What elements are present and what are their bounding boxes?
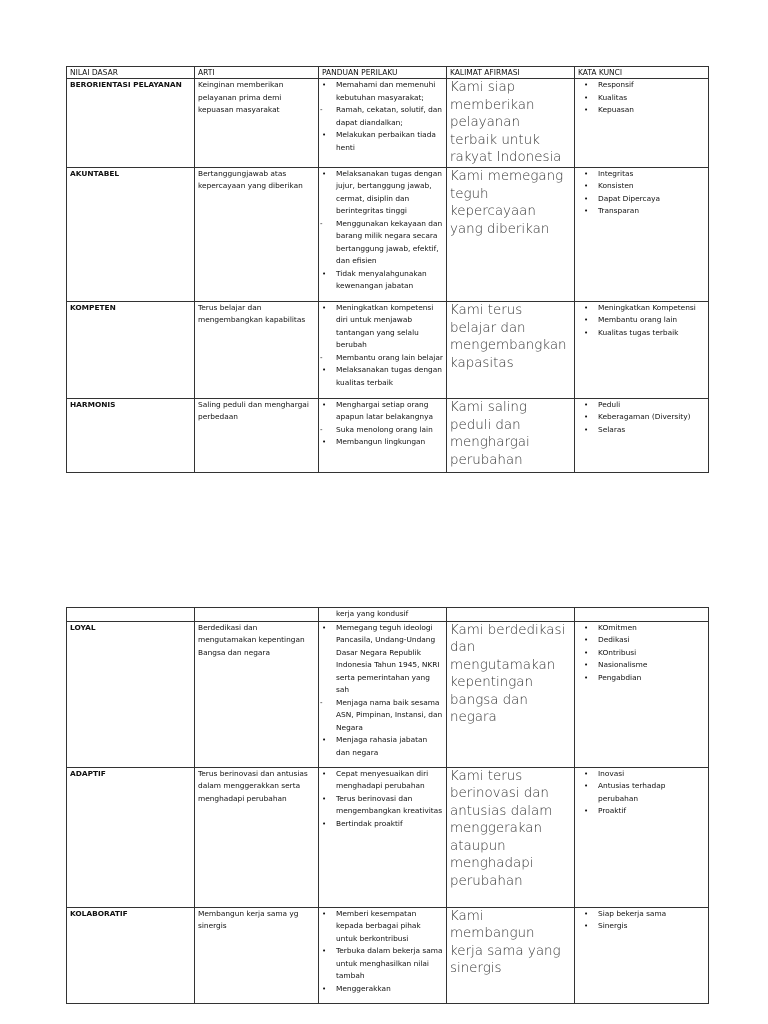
list-item: • Sinergis	[578, 920, 705, 933]
panduan-perilaku-cell	[319, 398, 447, 472]
list-item: • Membantu orang lain	[578, 314, 705, 327]
list-item: • Menjaga rahasia jabatan dan negara	[322, 734, 443, 759]
list-item: • Peduli	[578, 399, 705, 412]
kalimat-afirmasi-cell: Kami membangun kerja sama yang sinergis	[447, 907, 575, 1003]
kalimat-afirmasi-cell: Kami siap memberikan pelayanan terbaik untuk rakyat Indonesia	[447, 79, 575, 168]
list-item: • Keberagaman (Diversity)	[578, 411, 705, 424]
list-item: • Terus berinovasi dan mengembangkan kreativitas	[322, 793, 443, 818]
panduan-list	[322, 79, 443, 154]
list-item: • Memberi kesempatan kepada berbagai pihak untuk berkontribusi	[322, 908, 443, 946]
table-row	[67, 621, 709, 767]
list-item: • Melakukan perbaikan tiada henti	[322, 129, 443, 154]
kata-kunci-cell	[575, 167, 709, 301]
table-row	[67, 167, 709, 301]
kata-kunci-cell	[575, 79, 709, 168]
kata-kunci-cell	[575, 621, 709, 767]
kalimat-afirmasi-cell: Kami terus berinovasi dan antusias dalam menggerakan ataupun menghadapi perubahan	[447, 767, 575, 907]
table-row	[67, 907, 709, 1003]
values-table-bottom	[66, 607, 709, 1004]
list-item: • Memahami dan memenuhi kebutuhan masyarakat;	[322, 79, 443, 104]
panduan-perilaku-cell	[319, 767, 447, 907]
list-item: • Meningkatkan kompetensi diri untuk menjawab tantangan yang selalu berubah	[322, 302, 443, 352]
list-item: - Ramah, cekatan, solutif, dan dapat diandalkan;	[322, 104, 443, 129]
list-item: • KOntribusi	[578, 647, 705, 660]
carryover-row	[67, 608, 709, 622]
header-kalimat-afirmasi: KALIMAT AFIRMASI	[447, 67, 575, 79]
list-item: • Responsif	[578, 79, 705, 92]
kata-kunci-list	[578, 399, 705, 437]
kata-kunci-list	[578, 168, 705, 218]
arti-cell: Terus berinovasi dan antusias dalam menggerakkan serta menghadapi perubahan	[195, 767, 319, 907]
panduan-list	[322, 622, 443, 760]
kata-kunci-list	[578, 622, 705, 685]
arti-cell: Keinginan memberikan pelayanan prima demi kepuasan masyarakat	[195, 79, 319, 168]
nilai-dasar-cell: BERORIENTASI PELAYANAN	[67, 79, 195, 168]
list-item: • Menghargai setiap orang apapun latar belakangnya	[322, 399, 443, 424]
kata-kunci-cell	[575, 398, 709, 472]
header-arti: ARTI	[195, 67, 319, 79]
nilai-dasar-cell: KOMPETEN	[67, 301, 195, 398]
list-item: • KOmitmen	[578, 622, 705, 635]
list-item: • Transparan	[578, 205, 705, 218]
list-item: • Menggerakkan	[322, 983, 443, 996]
list-item: • Nasionalisme	[578, 659, 705, 672]
panduan-list	[322, 768, 443, 831]
table-row	[67, 767, 709, 907]
arti-cell: Membangun kerja sama yg sinergis	[195, 907, 319, 1003]
list-item: • Kualitas	[578, 92, 705, 105]
list-item: • Kualitas tugas terbaik	[578, 327, 705, 340]
nilai-dasar-cell: ADAPTIF	[67, 767, 195, 907]
header-panduan-perilaku: PANDUAN PERILAKU	[319, 67, 447, 79]
arti-cell: Berdedikasi dan mengutamakan kepentingan Bangsa dan negara	[195, 621, 319, 767]
list-item: • Melaksanakan tugas dengan kualitas terbaik	[322, 364, 443, 389]
list-item: • Pengabdian	[578, 672, 705, 685]
kata-kunci-list	[578, 302, 705, 340]
arti-cell: Saling peduli dan menghargai perbedaan	[195, 398, 319, 472]
table-body-top	[67, 79, 709, 473]
kalimat-afirmasi-cell: Kami memegang teguh kepercayaan yang diberikan	[447, 167, 575, 301]
panduan-list	[322, 908, 443, 996]
list-item: • Kepuasan	[578, 104, 705, 117]
list-item: • Siap bekerja sama	[578, 908, 705, 921]
table-row	[67, 79, 709, 168]
table-body-bottom	[67, 608, 709, 1004]
arti-cell: Terus belajar dan mengembangkan kapabilitas	[195, 301, 319, 398]
list-item: • Melaksanakan tugas dengan jujur, bertanggung jawab, cermat, disiplin dan berintegritas tinggi	[322, 168, 443, 218]
panduan-list	[322, 399, 443, 449]
list-item: • Selaras	[578, 424, 705, 437]
list-item: • Membangun lingkungan	[322, 436, 443, 449]
list-item: - Menjaga nama baik sesama ASN, Pimpinan, Instansi, dan Negara	[322, 697, 443, 735]
list-item: • Antusias terhadap perubahan	[578, 780, 705, 805]
kalimat-afirmasi-cell: Kami terus belajar dan mengembangkan kapasitas	[447, 301, 575, 398]
list-item: • Konsisten	[578, 180, 705, 193]
panduan-perilaku-cell	[319, 167, 447, 301]
arti-cell: Bertanggungjawab atas kepercayaan yang diberikan	[195, 167, 319, 301]
kata-kunci-cell	[575, 301, 709, 398]
list-item: • Proaktif	[578, 805, 705, 818]
panduan-list	[322, 168, 443, 293]
list-item: • Dedikasi	[578, 634, 705, 647]
list-item: • Dapat Dipercaya	[578, 193, 705, 206]
panduan-list	[322, 302, 443, 390]
nilai-dasar-cell: HARMONIS	[67, 398, 195, 472]
list-item: • Cepat menyesuaikan diri menghadapi perubahan	[322, 768, 443, 793]
carryover-text: kerja yang kondusif	[319, 608, 447, 622]
nilai-dasar-cell: KOLABORATIF	[67, 907, 195, 1003]
header-kata-kunci: KATA KUNCI	[575, 67, 709, 79]
list-item: • Inovasi	[578, 768, 705, 781]
panduan-perilaku-cell	[319, 621, 447, 767]
list-item: • Meningkatkan Kompetensi	[578, 302, 705, 315]
table-row	[67, 398, 709, 472]
panduan-perilaku-cell	[319, 907, 447, 1003]
kata-kunci-cell	[575, 907, 709, 1003]
panduan-perilaku-cell	[319, 79, 447, 168]
list-item: • Integritas	[578, 168, 705, 181]
kata-kunci-cell	[575, 767, 709, 907]
kata-kunci-list	[578, 768, 705, 818]
list-item: - Suka menolong orang lain	[322, 424, 443, 437]
kata-kunci-list	[578, 908, 705, 933]
kalimat-afirmasi-cell: Kami saling peduli dan menghargai perubahan	[447, 398, 575, 472]
table-row	[67, 301, 709, 398]
values-table-top	[66, 66, 709, 473]
list-item: • Memegang teguh ideologi Pancasila, Undang-Undang Dasar Negara Republik Indonesia Tahun 1945, NKRI serta pemerintahan yang sah	[322, 622, 443, 697]
list-item: • Bertindak proaktif	[322, 818, 443, 831]
kalimat-afirmasi-cell: Kami berdedikasi dan mengutamakan kepentingan bangsa dan negara	[447, 621, 575, 767]
list-item: - Membantu orang lain belajar	[322, 352, 443, 365]
kata-kunci-list	[578, 79, 705, 117]
list-item: • Terbuka dalam bekerja sama untuk menghasilkan nilai tambah	[322, 945, 443, 983]
list-item: - Menggunakan kekayaan dan barang milik negara secara bertanggung jawab, efektif, dan efisien	[322, 218, 443, 268]
table-header-row	[67, 67, 709, 79]
header-nilai-dasar: NILAI DASAR	[67, 67, 195, 79]
panduan-perilaku-cell	[319, 301, 447, 398]
nilai-dasar-cell: LOYAL	[67, 621, 195, 767]
nilai-dasar-cell: AKUNTABEL	[67, 167, 195, 301]
list-item: • Tidak menyalahgunakan kewenangan jabatan	[322, 268, 443, 293]
